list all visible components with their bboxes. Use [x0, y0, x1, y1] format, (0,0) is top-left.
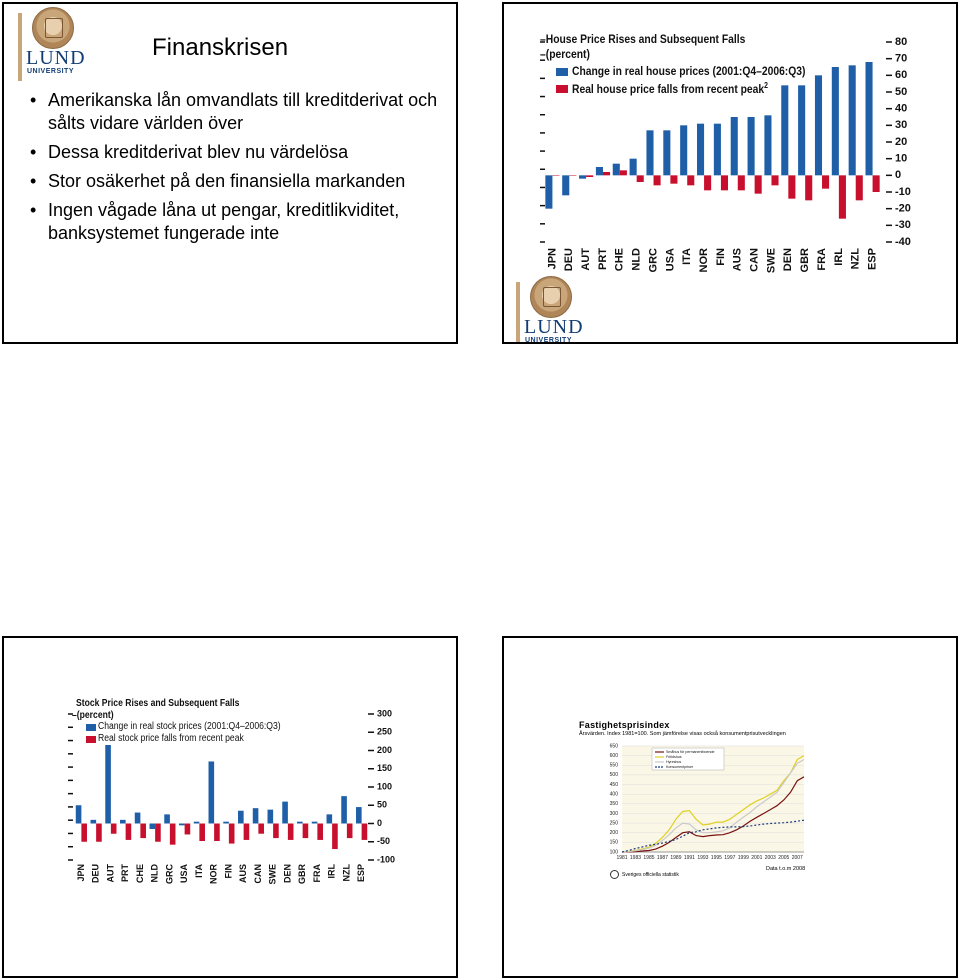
bar-fall-usa: [185, 824, 191, 835]
x-tick-label: 2001: [751, 855, 763, 861]
x-tick-label: 1981: [616, 855, 628, 861]
bar-change-nzl: [341, 796, 347, 823]
y-tick-label: 100: [609, 849, 618, 856]
bar-change-irl: [327, 814, 333, 823]
legend-label-change: Change in real stock prices (2001:Q4–2006:Q3): [98, 721, 281, 732]
data-footnote: Data t.o.m 2008: [766, 866, 806, 872]
y-tick-label: -10: [895, 185, 911, 198]
bar-fall-prt: [126, 824, 132, 840]
slide-stock-prices: [2, 636, 458, 978]
lund-seal-icon: [32, 7, 74, 49]
category-label: FIN: [714, 248, 727, 266]
logo-name: LUND: [524, 316, 584, 338]
category-label: IRL: [832, 248, 845, 266]
bar-change-esp: [356, 807, 362, 823]
category-label: NZL: [341, 864, 352, 882]
category-label: FRA: [815, 248, 828, 271]
house-chart-title: House Price Rises and Subsequent Falls: [545, 32, 746, 46]
y-tick-label: 550: [609, 762, 618, 769]
house-chart-subtitle: (percent): [545, 47, 590, 61]
bullet-icon: •: [30, 171, 37, 191]
bar-fall-aus: [244, 824, 250, 840]
y-tick-label: 40: [895, 102, 908, 115]
bar-change-fin: [714, 124, 721, 176]
legend-text: Real house price falls from recent peak: [572, 82, 765, 96]
bullet-item: [28, 141, 448, 164]
bar-change-esp: [865, 62, 872, 175]
slide-finanskrisen: [2, 2, 458, 344]
category-label: USA: [179, 864, 189, 884]
y-tick-label: -30: [895, 219, 911, 232]
bar-fall-irl: [839, 175, 846, 218]
bar-fall-deu: [569, 175, 576, 176]
category-label: CAN: [748, 248, 761, 272]
slide-title: Finanskrisen: [152, 34, 289, 61]
title-dash: –: [540, 32, 546, 46]
bar-change-prt: [120, 820, 126, 824]
category-label: ESP: [866, 248, 879, 271]
bullet-text: Amerikanska lån omvandlats till kreditderivat och sålts vidare världen över: [48, 90, 438, 133]
category-label: CHE: [134, 864, 145, 884]
house-price-chart: [504, 4, 958, 274]
y-tick-label: 450: [609, 781, 618, 788]
category-label: JPN: [75, 864, 86, 882]
bar-change-aut: [579, 175, 586, 178]
y-tick-label: 150: [609, 839, 618, 846]
bar-fall-ita: [199, 824, 205, 842]
category-label: IRL: [326, 864, 337, 879]
logo-accent-bar: [18, 13, 22, 81]
category-label: DEN: [782, 248, 795, 272]
y-tick-label: 300: [377, 708, 393, 719]
bar-change-gbr: [297, 822, 303, 824]
bar-fall-grc: [170, 824, 176, 845]
category-label: USA: [664, 248, 677, 272]
lund-seal-icon: [530, 276, 572, 318]
x-tick-label: 2007: [791, 855, 803, 861]
y-tick-label: 400: [609, 791, 618, 798]
bar-change-grc: [164, 814, 170, 823]
category-label: GRC: [647, 248, 660, 273]
bar-change-fra: [815, 75, 822, 175]
bar-fall-che: [620, 170, 627, 175]
category-label: AUT: [580, 248, 593, 271]
logo-name: LUND: [26, 47, 86, 69]
legend-label: Småhus för permanentboende: [666, 749, 715, 754]
category-label: NOR: [697, 248, 710, 273]
bar-change-swe: [268, 810, 274, 824]
y-tick-label: -50: [377, 836, 391, 847]
y-tick-label: 60: [895, 69, 908, 82]
x-tick-label: 1989: [670, 855, 682, 861]
bar-change-ita: [680, 125, 687, 175]
category-label: FRA: [311, 864, 322, 883]
y-tick-label: 250: [609, 820, 618, 827]
bullet-icon: •: [30, 142, 37, 162]
bar-change-fra: [312, 822, 318, 824]
bar-fall-gbr: [805, 175, 812, 200]
bar-fall-nzl: [856, 175, 863, 200]
bar-change-gbr: [798, 85, 805, 175]
bar-fall-jpn: [81, 824, 87, 842]
bar-fall-swe: [771, 175, 778, 185]
y-tick-label: 150: [377, 763, 393, 774]
bar-fall-aut: [586, 175, 593, 177]
bullet-list: [28, 89, 448, 251]
bar-change-can: [748, 117, 755, 175]
category-label: GRC: [164, 864, 175, 884]
y-tick-label: 300: [609, 810, 618, 817]
bar-change-nor: [209, 761, 215, 823]
bullet-icon: •: [30, 90, 37, 110]
x-tick-label: 2003: [764, 855, 776, 861]
bar-change-aus: [731, 117, 738, 175]
bar-change-aus: [238, 811, 244, 824]
x-tick-label: 1997: [724, 855, 736, 861]
category-label: FIN: [223, 864, 234, 879]
y-tick-label: 600: [609, 752, 618, 759]
legend-label-change: Change in real house prices (2001:Q4–2006:Q3): [572, 64, 806, 78]
bar-fall-nld: [637, 175, 644, 182]
bar-change-den: [282, 802, 288, 824]
y-tick-label: 200: [377, 744, 393, 755]
category-label: ITA: [681, 248, 694, 265]
category-label: CHE: [613, 248, 626, 272]
bar-fall-den: [288, 824, 294, 840]
y-tick-label: 0: [377, 817, 383, 828]
bullet-text: Stor osäkerhet på den finansiella markanden: [48, 171, 406, 191]
y-tick-label: 10: [895, 152, 908, 165]
bar-fall-aut: [111, 824, 117, 834]
legend-label: Fritidshus: [666, 754, 682, 759]
bullet-item: [28, 199, 448, 245]
bar-fall-can: [258, 824, 264, 834]
category-label: DEU: [90, 864, 101, 884]
category-label: CAN: [252, 864, 263, 884]
category-label: PRT: [596, 248, 609, 270]
slide-house-prices: [502, 2, 958, 344]
bar-change-usa: [663, 130, 670, 175]
bar-change-che: [613, 164, 620, 176]
y-tick-label: 650: [609, 743, 618, 750]
bar-fall-fra: [822, 175, 829, 188]
bar-change-can: [253, 808, 259, 823]
y-tick-label: 350: [609, 801, 618, 808]
bar-fall-deu: [96, 824, 102, 842]
bar-change-jpn: [76, 805, 82, 823]
bar-change-aut: [105, 745, 111, 823]
category-label: NZL: [849, 248, 862, 270]
property-price-chart: [504, 638, 958, 978]
bar-fall-fin: [229, 824, 235, 844]
bar-fall-prt: [603, 172, 610, 175]
stock-chart-title: Stock Price Rises and Subsequent Falls: [76, 698, 240, 709]
bar-fall-ita: [687, 175, 694, 185]
bar-fall-can: [755, 175, 762, 193]
category-label: NLD: [630, 248, 643, 271]
x-tick-label: 1983: [629, 855, 642, 861]
bar-fall-usa: [670, 175, 677, 183]
x-tick-label: 1995: [710, 855, 722, 861]
legend-label: Konsumentpriser: [666, 764, 694, 769]
bar-fall-nzl: [347, 824, 353, 839]
slide-property-index: [502, 636, 958, 978]
category-label: DEN: [282, 864, 293, 884]
y-tick-label: -40: [895, 235, 911, 248]
bullet-icon: •: [30, 200, 37, 220]
bar-fall-jpn: [552, 175, 559, 176]
bar-change-swe: [764, 115, 771, 175]
bar-fall-fin: [721, 175, 728, 190]
category-label: GBR: [297, 864, 307, 884]
bar-fall-che: [140, 824, 146, 839]
category-label: NOR: [208, 864, 219, 884]
y-tick-label: 200: [609, 830, 618, 837]
category-label: AUS: [238, 864, 248, 884]
category-label: SWE: [765, 248, 778, 274]
y-tick-label: 100: [377, 781, 393, 792]
logo-accent-bar: [516, 282, 520, 344]
bar-fall-nor: [214, 824, 220, 842]
bar-change-che: [135, 813, 141, 824]
bar-change-deu: [562, 175, 569, 195]
legend-label: Hyreshus: [666, 759, 682, 764]
bullet-item: [28, 89, 448, 135]
category-label: AUS: [731, 248, 744, 272]
y-tick-label: -100: [377, 854, 396, 865]
y-tick-label: 20: [895, 135, 908, 148]
bar-change-grc: [646, 130, 653, 175]
logo-sub: UNIVERSITY: [27, 68, 75, 75]
bar-change-jpn: [545, 175, 552, 208]
bar-fall-grc: [654, 175, 661, 185]
category-label: JPN: [546, 248, 559, 270]
bullet-text: Ingen vågade låna ut pengar, kreditlikviditet, banksystemet fungerade inte: [48, 200, 400, 243]
bar-fall-nld: [155, 824, 161, 842]
scb-brand-text: Sveriges officiella statistik: [622, 872, 679, 878]
y-tick-label: 50: [895, 85, 908, 98]
bar-change-ita: [194, 822, 200, 824]
bar-change-irl: [832, 67, 839, 175]
logo-sub: UNIVERSITY: [525, 337, 573, 344]
bar-fall-den: [788, 175, 795, 198]
bar-fall-aus: [738, 175, 745, 190]
category-label: AUT: [105, 864, 116, 883]
y-tick-label: -20: [895, 202, 911, 215]
bar-change-prt: [596, 167, 603, 175]
category-label: GBR: [799, 248, 812, 273]
bar-fall-swe: [273, 824, 279, 839]
property-chart-title: Fastighetsprisindex: [579, 720, 670, 730]
subtitle-dash: –: [72, 710, 77, 721]
bar-change-nor: [697, 124, 704, 176]
bar-change-nld: [630, 159, 637, 176]
y-tick-label: 30: [895, 119, 908, 132]
property-chart-subtitle: Årsvärden. Index 1981=100. Som jämförelse visas också konsumentprisutvecklingen: [579, 731, 786, 737]
category-label: SWE: [267, 864, 278, 885]
subtitle-dash: –: [540, 47, 546, 61]
stock-chart-subtitle: (percent): [76, 710, 114, 721]
bar-fall-esp: [873, 175, 880, 192]
y-tick-label: 80: [895, 35, 908, 48]
category-label: PRT: [120, 864, 130, 882]
category-label: ESP: [356, 864, 366, 883]
x-tick-label: 1991: [683, 855, 695, 861]
bar-fall-esp: [362, 824, 368, 840]
bullet-item: [28, 170, 448, 193]
bar-change-usa: [179, 824, 185, 826]
x-tick-label: 1985: [643, 855, 655, 861]
y-tick-label: 50: [377, 799, 388, 810]
y-tick-label: 250: [377, 726, 393, 737]
bar-change-nld: [150, 824, 156, 829]
legend-label-falls: Real stock price falls from recent peak: [98, 733, 244, 744]
bar-fall-irl: [332, 824, 338, 850]
bar-fall-gbr: [303, 824, 309, 839]
x-tick-label: 1999: [737, 855, 749, 861]
bar-fall-nor: [704, 175, 711, 190]
stock-price-chart: [4, 638, 458, 978]
category-label: ITA: [193, 864, 204, 878]
x-tick-label: 1993: [697, 855, 709, 861]
bar-fall-fra: [317, 824, 323, 840]
bar-change-den: [781, 85, 788, 175]
y-tick-label: 500: [609, 772, 618, 779]
scb-logo-icon: [610, 870, 619, 879]
y-tick-label: 0: [895, 169, 902, 182]
bullet-text: Dessa kreditderivat blev nu värdelösa: [48, 142, 349, 162]
x-tick-label: 1987: [656, 855, 669, 861]
y-tick-label: 70: [895, 52, 908, 65]
bar-change-fin: [223, 822, 229, 824]
bar-change-deu: [91, 820, 97, 824]
bar-change-nzl: [849, 65, 856, 175]
category-label: NLD: [149, 864, 160, 883]
x-tick-label: 2005: [778, 855, 790, 861]
category-label: DEU: [563, 248, 576, 272]
legend-superscript: 2: [764, 81, 768, 90]
